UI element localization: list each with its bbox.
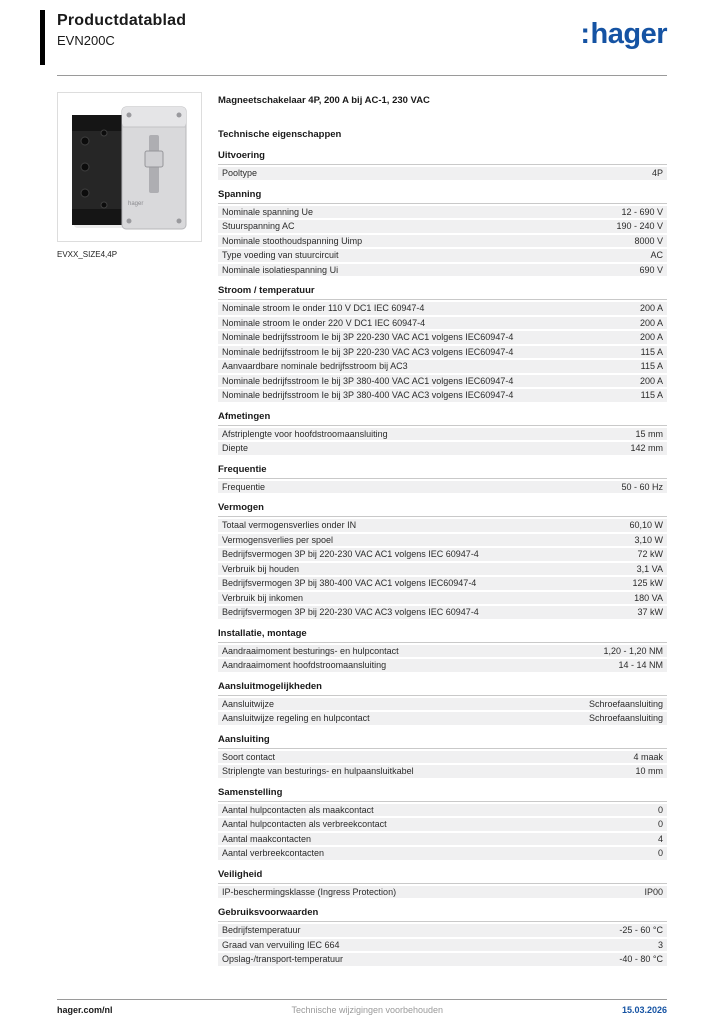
spec-label: Nominale stoothoudspanning Uimp [222,235,363,246]
spec-value: 0 [657,804,663,815]
section-rows [218,698,667,725]
section-rows [218,167,667,180]
spec-label: Aandraaimoment besturings- en hulpcontact [222,645,399,656]
spec-section [218,734,667,778]
spec-label: Type voeding van stuurcircuit [222,250,339,260]
spec-row [218,698,667,711]
spec-row [218,249,667,262]
spec-label: Bedrijfstemperatuur [222,925,301,935]
spec-value: 125 kW [632,578,663,588]
spec-section [218,285,667,402]
section-title: Gebruiksvoorwaarden [218,907,667,922]
spec-row [218,606,667,619]
spec-column [218,92,667,968]
spec-value: 3,10 W [634,534,663,545]
section-title: Aansluitmogelijkheden [218,681,667,696]
spec-label: Bedrijfsvermogen 3P bij 220-230 VAC AC3 volgens IEC 60947-4 [222,607,479,617]
spec-value: 3,1 VA [636,563,663,574]
spec-label: Nominale bedrijfsstroom Ie bij 3P 380-400 VAC AC3 volgens IEC60947-4 [222,390,514,400]
spec-label: Diepte [222,443,249,453]
spec-value: 37 kW [637,607,663,617]
spec-value: -25 - 60 °C [619,925,663,935]
spec-value: 0 [657,848,663,858]
spec-value: 72 kW [637,549,663,559]
spec-row [218,712,667,725]
spec-value: 60,10 W [629,520,663,530]
spec-value: 4P [651,168,663,178]
spec-label: Pooltype [222,168,258,178]
spec-value: 4 maak [633,751,663,762]
spec-label: Nominale spanning Ue [222,206,314,217]
section-rows [218,886,667,899]
spec-label: Aansluitwijze regeling en hulpcontact [222,713,370,723]
spec-label: Stuurspanning AC [222,221,295,231]
spec-row [218,645,667,658]
spec-row [218,592,667,605]
spec-label: Nominale stroom Ie onder 110 V DC1 IEC 60947-4 [222,303,425,313]
section-rows [218,428,667,455]
spec-value: 4 [657,833,663,844]
spec-row [218,360,667,373]
section-rows [218,481,667,494]
spec-row [218,765,667,778]
spec-row [218,220,667,233]
spec-row [218,563,667,576]
section-rows [218,206,667,277]
section-title: Uitvoering [218,150,667,165]
spec-value: 690 V [639,264,663,275]
spec-section [218,189,667,277]
spec-row [218,939,667,952]
spec-row [218,548,667,561]
spec-row [218,481,667,494]
spec-value: Schroefaansluiting [588,713,663,723]
spec-row [218,428,667,441]
spec-row [218,886,667,899]
spec-row [218,577,667,590]
image-caption: EVXX_SIZE4,4P [57,250,118,259]
spec-label: Nominale bedrijfsstroom Ie bij 3P 380-400 VAC AC1 volgens IEC60947-4 [222,375,514,386]
section-rows [218,924,667,966]
logo-colon-mark: : [580,18,590,50]
spec-label: Aantal hulpcontacten als verbreekcontact [222,819,387,829]
spec-label: Opslag-/transport-temperatuur [222,954,344,964]
section-title: Installatie, montage [218,628,667,643]
section-title: Aansluiting [218,734,667,749]
spec-value: 115 A [640,346,663,357]
spec-label: Bedrijfsvermogen 3P bij 380-400 VAC AC1 volgens IEC60947-4 [222,578,477,588]
spec-row [218,534,667,547]
spec-row [218,389,667,402]
svg-text:hager: hager [128,201,144,207]
contactor-photo-illustration [58,93,201,241]
spec-section [218,411,667,455]
product-reference: EVN200C [57,33,115,49]
spec-value: 15 mm [635,428,663,439]
section-title: Frequentie [218,464,667,479]
product-image-column [57,92,202,968]
spec-label: Verbruik bij houden [222,563,300,574]
spec-row [218,519,667,532]
spec-label: IP-beschermingsklasse (Ingress Protection) [222,886,397,897]
spec-row [218,264,667,277]
spec-value: 190 - 240 V [616,221,663,231]
spec-label: Graad van vervuiling IEC 664 [222,939,340,950]
section-rows [218,804,667,860]
spec-value: 3 [657,939,663,950]
product-title: Magneetschakelaar 4P, 200 A bij AC-1, 230 VAC [218,95,430,106]
section-rows [218,751,667,778]
spec-sections [218,150,667,966]
spec-value: 200 A [639,317,663,328]
spec-row [218,751,667,764]
document-type-title: Productdatablad [57,12,187,29]
spec-label: Aantal maakcontacten [222,833,312,844]
spec-label: Striplengte van besturings- en hulpaansluitkabel [222,766,414,776]
spec-section [218,150,667,180]
spec-value: IP00 [644,886,663,897]
spec-value: 10 mm [635,766,663,776]
spec-row [218,442,667,455]
logo-text: hager [590,18,667,50]
section-title: Veiligheid [218,869,667,884]
legal-notice: Technische wijzigingen voorbehouden [291,1005,444,1015]
spec-value: 8000 V [634,235,663,246]
spec-row [218,331,667,344]
spec-section [218,464,667,494]
spec-label: Aantal verbreekcontacten [222,848,325,858]
spec-row [218,818,667,831]
spec-row [218,847,667,860]
spec-label: Nominale bedrijfsstroom Ie bij 3P 220-230 VAC AC3 volgens IEC60947-4 [222,346,514,357]
spec-label: Frequentie [222,481,266,492]
spec-row [218,235,667,248]
section-title: Samenstelling [218,787,667,802]
document-date: 15.03.2026 [621,1005,667,1015]
section-title: Afmetingen [218,411,667,426]
spec-row [218,302,667,315]
spec-value: 50 - 60 Hz [621,481,663,492]
spec-section [218,907,667,966]
spec-row [218,924,667,937]
section-rows [218,645,667,672]
spec-value: 12 - 690 V [621,206,663,217]
section-rows [218,519,667,619]
spec-value: 115 A [640,390,663,400]
spec-label: Nominale stroom Ie onder 220 V DC1 IEC 60947-4 [222,317,426,328]
spec-label: Nominale bedrijfsstroom Ie bij 3P 220-230 VAC AC1 volgens IEC60947-4 [222,332,514,342]
spec-section [218,628,667,672]
spec-label: Totaal vermogensverlies onder IN [222,520,357,530]
website-link[interactable]: hager.com/nl [57,1005,113,1015]
spec-value: Schroefaansluiting [588,698,663,709]
spec-row [218,167,667,180]
spec-row [218,375,667,388]
header-titles [57,12,186,48]
spec-value: -40 - 80 °C [619,954,663,964]
spec-row [218,206,667,219]
section-title: Stroom / temperatuur [218,285,667,300]
section-title: Spanning [218,189,667,204]
spec-row [218,804,667,817]
spec-value: 115 A [640,361,663,371]
spec-row [218,317,667,330]
page-content [57,92,667,968]
spec-label: Aanvaardbare nominale bedrijfsstroom bij AC3 [222,361,408,371]
spec-value: 142 mm [630,443,663,453]
spec-label: Afstriplengte voor hoofdstroomaansluiting [222,428,388,439]
spec-section [218,502,667,619]
spec-value: 200 A [639,303,663,313]
spec-section [218,787,667,860]
spec-label: Vermogensverlies per spoel [222,534,334,545]
spec-label: Aantal hulpcontacten als maakcontact [222,804,374,815]
spec-section [218,869,667,899]
spec-value: 200 A [639,375,663,386]
spec-row [218,346,667,359]
spec-row [218,659,667,672]
page-header [57,0,667,76]
spec-value: 180 VA [634,592,663,603]
spec-value: 0 [657,819,663,829]
spec-label: Aandraaimoment hoofdstroomaansluiting [222,660,387,670]
spec-row [218,953,667,966]
spec-value: 200 A [639,332,663,342]
accent-bar [40,10,45,65]
hager-logo [580,20,667,49]
spec-label: Nominale isolatiespanning Ui [222,264,339,275]
tech-specs-heading: Technische eigenschappen [218,129,342,140]
spec-section [218,681,667,725]
product-image [57,92,202,242]
page-footer [57,999,667,1016]
spec-value: 1,20 - 1,20 NM [603,645,663,656]
spec-label: Soort contact [222,751,276,762]
spec-label: Aansluitwijze [222,698,275,709]
spec-label: Verbruik bij inkomen [222,592,304,603]
spec-label: Bedrijfsvermogen 3P bij 220-230 VAC AC1 volgens IEC 60947-4 [222,549,479,559]
section-title: Vermogen [218,502,667,517]
spec-value: AC [650,250,663,260]
spec-value: 14 - 14 NM [618,660,663,670]
spec-row [218,833,667,846]
section-rows [218,302,667,402]
